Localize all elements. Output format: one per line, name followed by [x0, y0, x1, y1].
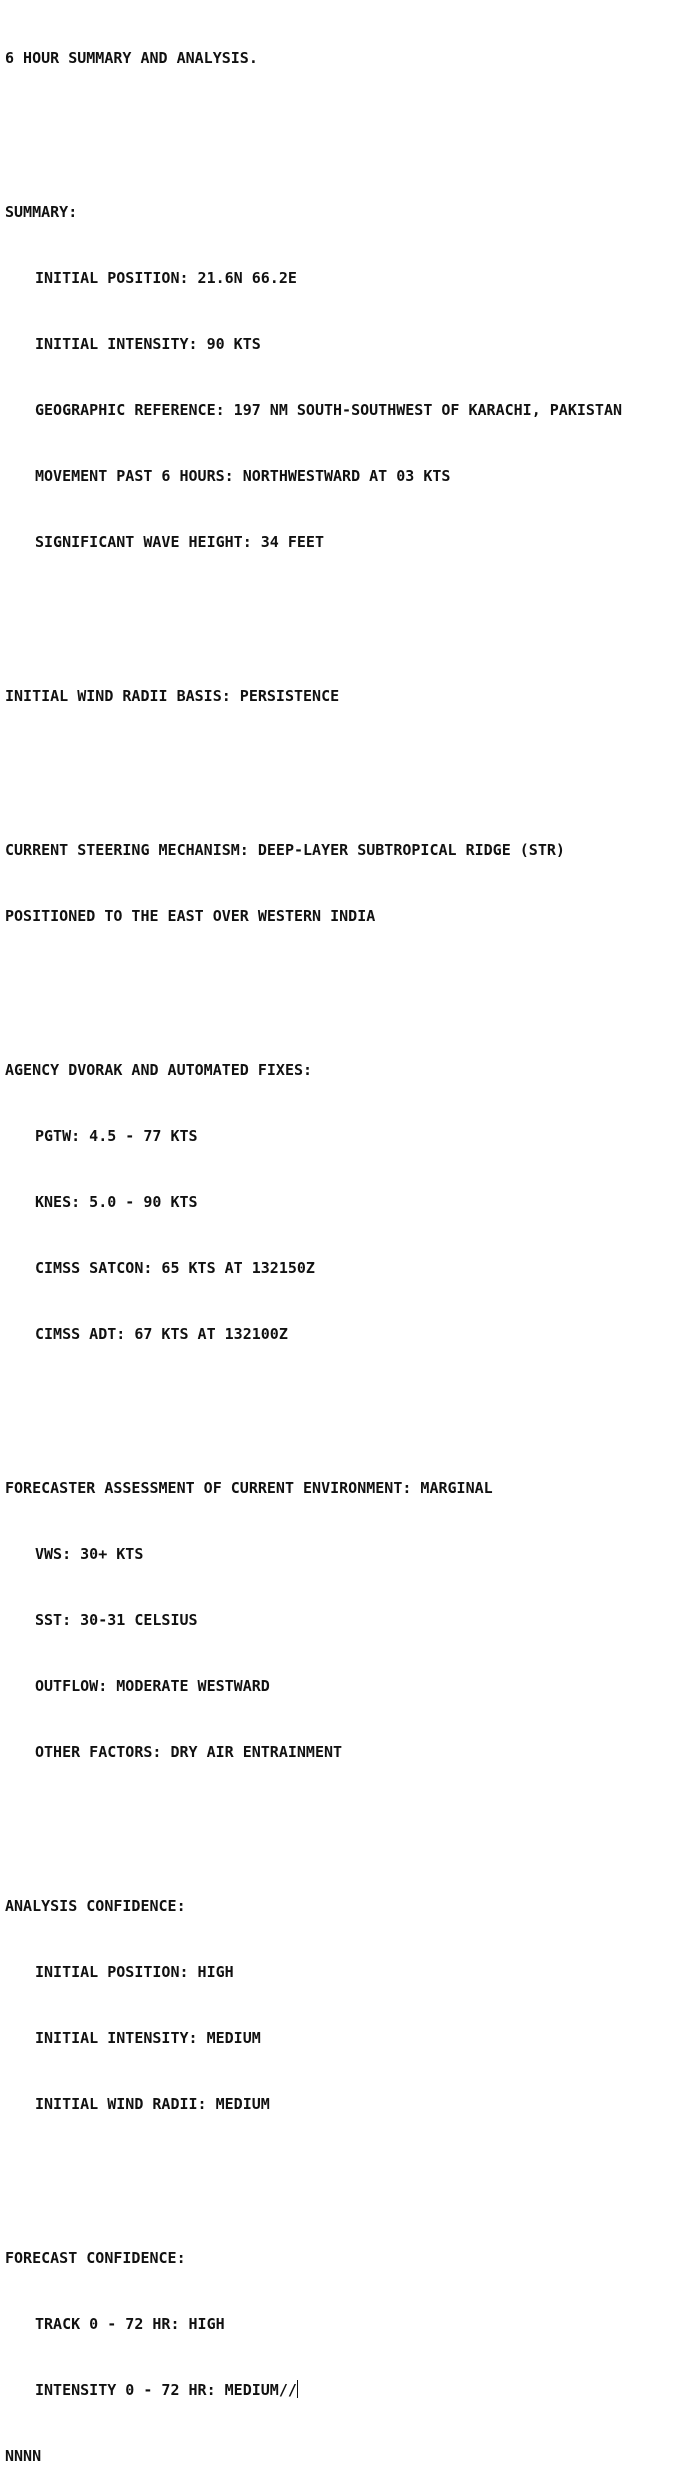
- summary-initial-intensity: INITIAL INTENSITY: 90 KTS: [35, 335, 261, 353]
- end-marker: NNNN: [5, 2447, 42, 2465]
- forecast-confidence-intensity: INTENSITY 0 - 72 HR: MEDIUM//: [35, 2381, 297, 2399]
- blank-line: [5, 1389, 692, 1411]
- wind-radii-basis: INITIAL WIND RADII BASIS: PERSISTENCE: [5, 687, 340, 705]
- fixes-heading: AGENCY DVORAK AND AUTOMATED FIXES:: [5, 1061, 313, 1079]
- analysis-confidence-intensity: INITIAL INTENSITY: MEDIUM: [35, 2029, 261, 2047]
- document-text-area[interactable]: [5, 3, 692, 2489]
- blank-line: [5, 1807, 692, 1829]
- environment-outflow: OUTFLOW: MODERATE WESTWARD: [35, 1677, 270, 1695]
- analysis-confidence-wind-radii: INITIAL WIND RADII: MEDIUM: [35, 2095, 270, 2113]
- summary-wave-height: SIGNIFICANT WAVE HEIGHT: 34 FEET: [35, 533, 324, 551]
- environment-vws: VWS: 30+ KTS: [35, 1545, 144, 1563]
- summary-geographic-reference: GEOGRAPHIC REFERENCE: 197 NM SOUTH-SOUTHWEST OF KARACHI, PAKISTAN: [35, 401, 622, 419]
- fix-cimss-adt: CIMSS ADT: 67 KTS AT 132100Z: [35, 1325, 288, 1343]
- summary-movement: MOVEMENT PAST 6 HOURS: NORTHWESTWARD AT 03 KTS: [35, 467, 451, 485]
- environment-heading: FORECASTER ASSESSMENT OF CURRENT ENVIRONMENT: MARGINAL: [5, 1479, 493, 1497]
- steering-mechanism-line-1: CURRENT STEERING MECHANISM: DEEP-LAYER SUBTROPICAL RIDGE (STR): [5, 841, 565, 859]
- fix-cimss-satcon: CIMSS SATCON: 65 KTS AT 132150Z: [35, 1259, 315, 1277]
- blank-line: [5, 113, 692, 135]
- fix-knes: KNES: 5.0 - 90 KTS: [35, 1193, 198, 1211]
- forecast-confidence-heading: FORECAST CONFIDENCE:: [5, 2249, 186, 2267]
- analysis-confidence-heading: ANALYSIS CONFIDENCE:: [5, 1897, 186, 1915]
- summary-initial-position: INITIAL POSITION: 21.6N 66.2E: [35, 269, 297, 287]
- blank-line: [5, 597, 692, 619]
- summary-heading: SUMMARY:: [5, 203, 78, 221]
- text-cursor: [297, 2380, 298, 2398]
- blank-line: [5, 2159, 692, 2181]
- forecast-confidence-intensity-row: [5, 2379, 692, 2401]
- environment-other-factors: OTHER FACTORS: DRY AIR ENTRAINMENT: [35, 1743, 343, 1761]
- blank-line: [5, 971, 692, 993]
- steering-mechanism-line-2: POSITIONED TO THE EAST OVER WESTERN INDIA: [5, 907, 376, 925]
- blank-line: [5, 751, 692, 773]
- fix-pgtw: PGTW: 4.5 - 77 KTS: [35, 1127, 198, 1145]
- analysis-confidence-position: INITIAL POSITION: HIGH: [35, 1963, 234, 1981]
- document-title: 6 HOUR SUMMARY AND ANALYSIS.: [5, 49, 258, 67]
- environment-sst: SST: 30-31 CELSIUS: [35, 1611, 198, 1629]
- forecast-confidence-track: TRACK 0 - 72 HR: HIGH: [35, 2315, 225, 2333]
